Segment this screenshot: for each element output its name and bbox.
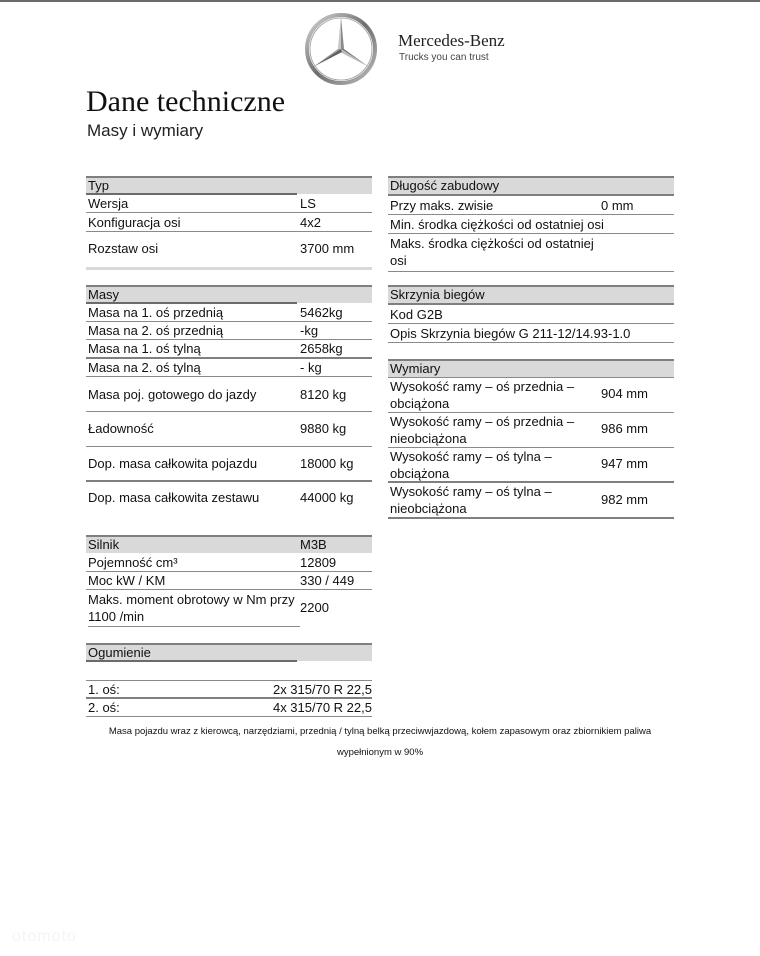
row-label: Pojemność cm³ bbox=[88, 555, 178, 570]
row-label: Wysokość ramy – oś przednia – obciążona bbox=[390, 379, 575, 411]
row-value: 4x 315/70 R 22,5 bbox=[272, 700, 372, 715]
top-border bbox=[0, 0, 760, 2]
row-value: 2658kg bbox=[300, 341, 343, 356]
section-header bbox=[86, 643, 372, 661]
section-header bbox=[86, 535, 372, 553]
table-row bbox=[86, 553, 372, 572]
section-header bbox=[86, 176, 372, 194]
page-subtitle: Masy i wymiary bbox=[87, 121, 204, 140]
table-row bbox=[388, 305, 674, 324]
mercedes-star-icon bbox=[304, 12, 378, 86]
row-label: Masa na 2. oś przednią bbox=[88, 323, 224, 338]
row-label: Masa na 1. oś przednią bbox=[88, 305, 224, 320]
section-wymiary bbox=[388, 359, 674, 519]
section-masy bbox=[86, 285, 372, 517]
row-label: Konfiguracja osi bbox=[88, 215, 181, 230]
row-label: Rozstaw osi bbox=[88, 241, 159, 256]
row-value: -kg bbox=[300, 323, 319, 338]
table-row bbox=[86, 232, 372, 270]
row-label: 1. oś: bbox=[88, 682, 120, 697]
table-row bbox=[388, 448, 674, 483]
table-row bbox=[388, 324, 674, 343]
row-value: 12809 bbox=[300, 555, 337, 570]
table-row bbox=[86, 572, 372, 590]
row-label: Maks. środka ciężkości od ostatniej osi bbox=[390, 236, 594, 268]
row-value: 2x 315/70 R 22,5 bbox=[272, 682, 372, 697]
row-value: 44000 kg bbox=[300, 490, 354, 505]
table-row bbox=[86, 412, 372, 447]
table-row bbox=[86, 340, 372, 359]
section-title: Skrzynia biegów bbox=[390, 287, 485, 302]
section-title: Masy bbox=[88, 287, 120, 302]
section-title: Długość zabudowy bbox=[390, 178, 500, 193]
section-title: Ogumienie bbox=[88, 645, 151, 660]
row-value: 5462kg bbox=[300, 305, 343, 320]
row-label: Dop. masa całkowita zestawu bbox=[88, 490, 260, 505]
table-row bbox=[86, 359, 372, 377]
row-value: LS bbox=[300, 196, 316, 211]
table-row bbox=[86, 447, 372, 482]
row-label: Kod G2B bbox=[390, 307, 443, 322]
row-label: Wysokość ramy – oś tylna – nieobciążona bbox=[390, 484, 552, 516]
section-silnik bbox=[86, 535, 372, 626]
row-label: Masa na 2. oś tylną bbox=[88, 360, 201, 375]
section-header bbox=[86, 285, 372, 303]
table-row bbox=[388, 378, 674, 413]
table-row bbox=[388, 215, 674, 234]
header-underline bbox=[86, 660, 297, 662]
row-value: 330 / 449 bbox=[300, 573, 355, 588]
section-title: Wymiary bbox=[390, 361, 441, 376]
table-row bbox=[86, 590, 372, 626]
row-label: 2. oś: bbox=[88, 700, 120, 715]
section-typ bbox=[86, 176, 372, 270]
row-value: 982 mm bbox=[601, 492, 648, 507]
table-row bbox=[86, 303, 372, 322]
row-value: 904 mm bbox=[601, 386, 648, 401]
row-label: Masa poj. gotowego do jazdy bbox=[88, 387, 257, 402]
section-ogumienie bbox=[86, 643, 372, 717]
table-row bbox=[86, 377, 372, 412]
row-value: 947 mm bbox=[601, 456, 648, 471]
table-row bbox=[388, 234, 674, 272]
row-value: 986 mm bbox=[601, 421, 648, 436]
section-skrzynia-biegow bbox=[388, 285, 674, 343]
row-label: Moc kW / KM bbox=[88, 573, 166, 588]
table-row bbox=[86, 322, 372, 340]
page-title: Dane techniczne bbox=[86, 85, 286, 118]
section-title: Typ bbox=[88, 178, 109, 193]
row-value: 2200 bbox=[300, 600, 329, 615]
brand-name: Mercedes-Benz bbox=[398, 31, 505, 50]
row-value: 0 mm bbox=[601, 198, 634, 213]
row-label: Wysokość ramy – oś przednia – nieobciążona bbox=[390, 414, 575, 446]
section-header bbox=[388, 285, 674, 305]
table-row bbox=[86, 699, 372, 717]
table-row bbox=[388, 483, 674, 519]
row-value: 4x2 bbox=[300, 215, 321, 230]
watermark: otomoto bbox=[12, 928, 77, 945]
row-label: Wysokość ramy – oś tylna – obciążona bbox=[390, 449, 552, 481]
section-header bbox=[388, 176, 674, 196]
table-row bbox=[86, 194, 372, 213]
row-value: 8120 kg bbox=[300, 387, 347, 402]
row-label: Masa na 1. oś tylną bbox=[88, 341, 201, 356]
row-label: Min. środka ciężkości od ostatniej osi bbox=[390, 217, 604, 232]
table-row bbox=[388, 413, 674, 448]
row-value: 3700 mm bbox=[300, 241, 355, 256]
engine-code: M3B bbox=[300, 537, 327, 552]
brand-tagline: Trucks you can trust bbox=[399, 52, 489, 63]
row-value: 18000 kg bbox=[300, 456, 354, 471]
footnote: Masa pojazdu wraz z kierowcą, narzędziami, przednią / tylną belką przeciwwjazdową, kołem zapasowym oraz zbiornikiem paliwa wypełnionym w 90% bbox=[108, 726, 652, 758]
section-dlugosc-zabudowy bbox=[388, 176, 674, 272]
table-row bbox=[86, 482, 372, 517]
table-row bbox=[388, 196, 674, 215]
section-title: Silnik bbox=[88, 537, 120, 552]
row-label: Maks. moment obrotowy w Nm przy 1100 /min bbox=[88, 591, 300, 627]
row-label: Przy maks. zwisie bbox=[390, 198, 494, 213]
table-row bbox=[86, 213, 372, 232]
row-value: - kg bbox=[300, 360, 322, 375]
row-label: Dop. masa całkowita pojazdu bbox=[88, 456, 258, 471]
table-row bbox=[86, 681, 372, 699]
section-header bbox=[388, 359, 674, 378]
row-label: Ładowność bbox=[88, 421, 154, 436]
row-value: 9880 kg bbox=[300, 421, 347, 436]
row-label: Wersja bbox=[88, 196, 129, 211]
row-label: Opis Skrzynia biegów G 211-12/14.93-1.0 bbox=[390, 326, 631, 341]
